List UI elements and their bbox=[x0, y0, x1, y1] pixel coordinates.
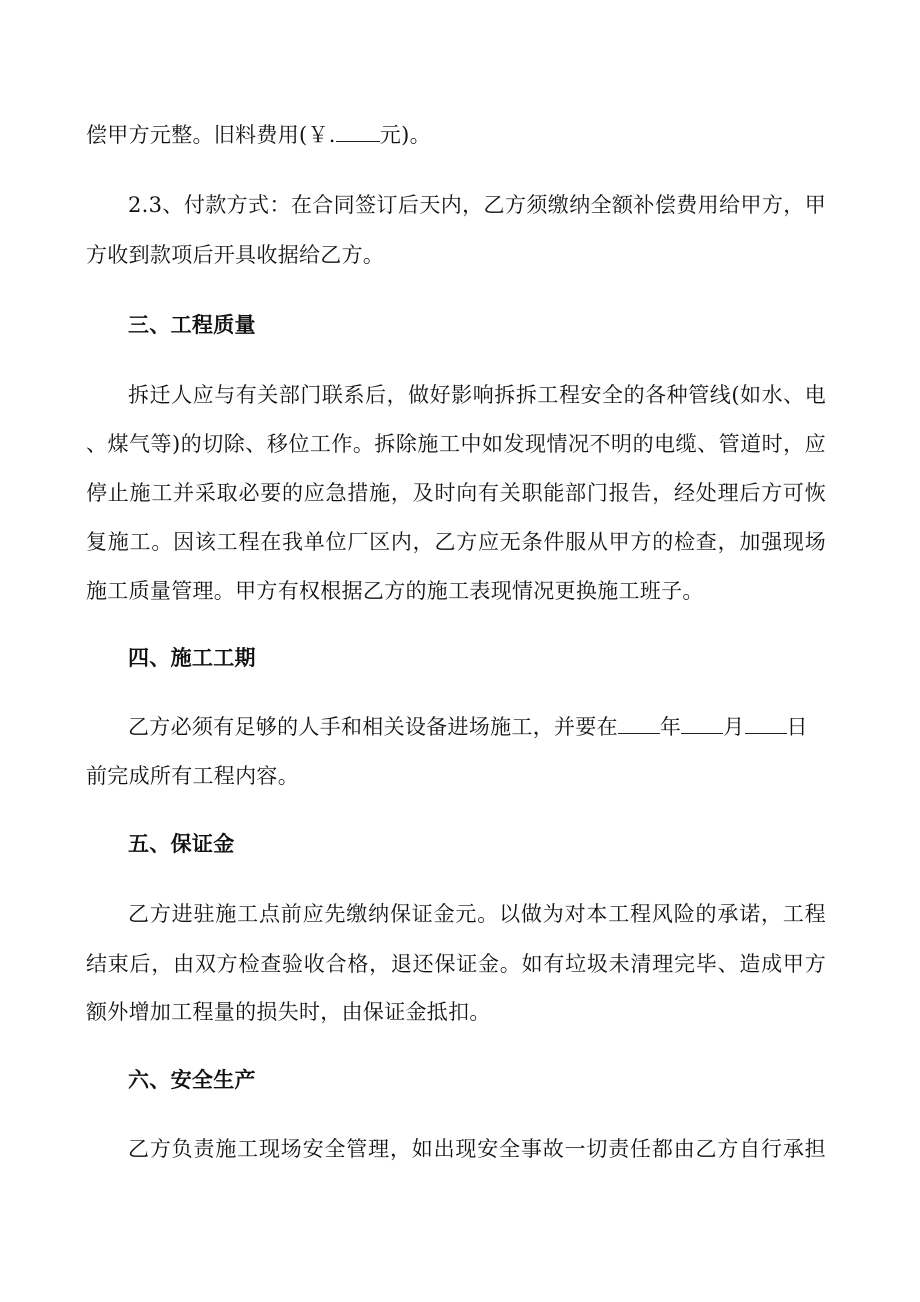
schedule-text: 乙方必须有足够的人手和相关设备进场施工，并要在 bbox=[128, 715, 618, 739]
section-heading-quality: 三、工程质量 bbox=[128, 312, 256, 337]
quality-line-2: 、煤气等)的切除、移位工作。拆除施工中如发现情况不明的电缆、管道时，应 bbox=[86, 432, 826, 456]
schedule-line-1 bbox=[128, 712, 826, 742]
payment-method-line-1: 2.3、付款方式：在合同签订后天内，乙方须缴纳全额补偿费用给甲方，甲 bbox=[128, 193, 826, 217]
day-blank bbox=[745, 715, 787, 734]
day-label: 日 bbox=[786, 715, 808, 739]
section-heading-deposit: 五、保证金 bbox=[128, 831, 235, 856]
quality-line-4: 复施工。因该工程在我单位厂区内，乙方应无条件服从甲方的检查，加强现场 bbox=[86, 530, 826, 554]
quality-line-5: 施工质量管理。甲方有权根据乙方的施工表现情况更换施工班子。 bbox=[86, 579, 704, 603]
compensation-text: 偿甲方元整。旧料费用(￥. bbox=[86, 123, 336, 147]
month-label: 月 bbox=[723, 715, 745, 739]
paragraph-compensation-line bbox=[86, 120, 826, 150]
quality-line-3: 停止施工并采取必要的应急措施，及时向有关职能部门报告，经处理后方可恢 bbox=[86, 481, 826, 505]
month-blank bbox=[681, 715, 723, 734]
quality-line-1: 拆迁人应与有关部门联系后，做好影响拆拆工程安全的各种管线(如水、电 bbox=[128, 383, 826, 407]
safety-line-1: 乙方负责施工现场安全管理，如出现安全事故一切责任都由乙方自行承担 bbox=[128, 1137, 826, 1161]
year-blank bbox=[618, 715, 660, 734]
section-heading-schedule: 四、施工工期 bbox=[128, 645, 256, 670]
deposit-line-3: 额外增加工程量的损失时，由保证金抵扣。 bbox=[86, 1000, 491, 1024]
deposit-line-2: 结束后，由双方检查验收合格，退还保证金。如有垃圾未清理完毕、造成甲方 bbox=[86, 952, 826, 976]
section-heading-safety: 六、安全生产 bbox=[128, 1067, 256, 1092]
money-blank bbox=[336, 123, 380, 142]
year-label: 年 bbox=[659, 715, 682, 739]
schedule-line-2: 前完成所有工程内容。 bbox=[86, 764, 299, 788]
payment-method-line-2: 方收到款项后开具收据给乙方。 bbox=[86, 243, 385, 267]
compensation-text-end: 元)。 bbox=[379, 123, 431, 147]
deposit-line-1: 乙方进驻施工点前应先缴纳保证金元。以做为对本工程风险的承诺，工程 bbox=[128, 902, 826, 926]
